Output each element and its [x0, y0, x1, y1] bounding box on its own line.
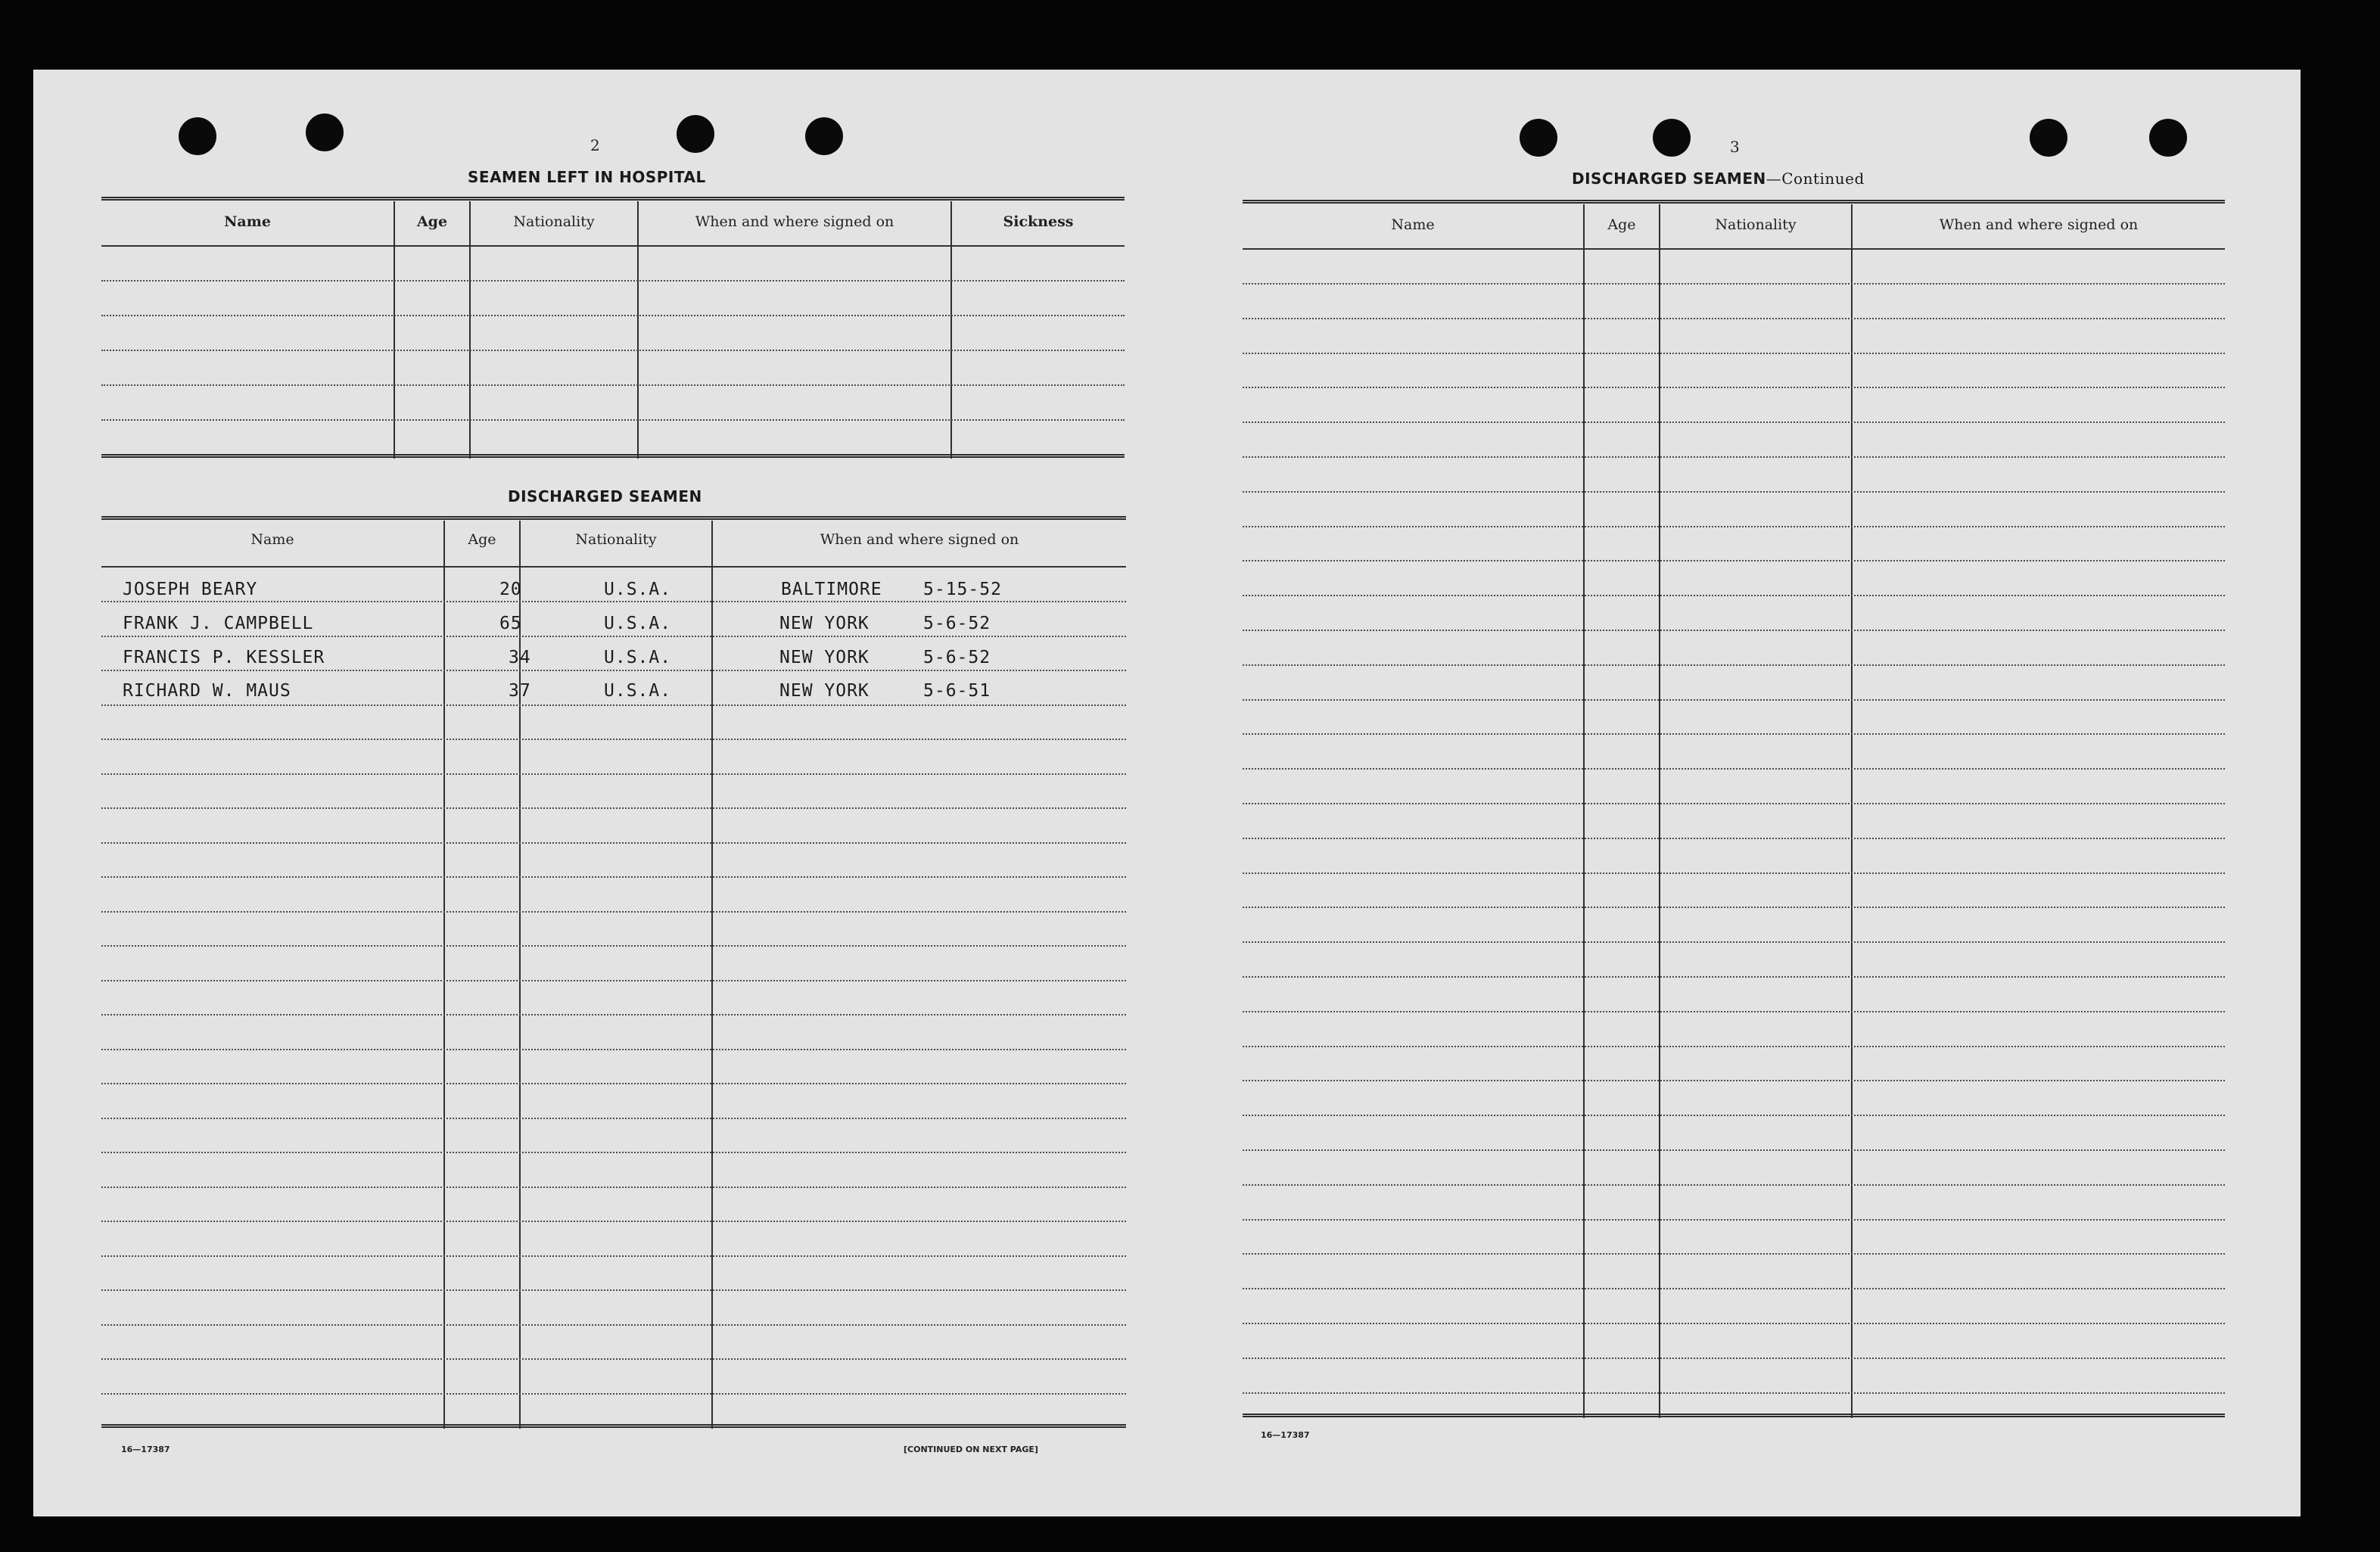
ruled-line: [101, 1289, 1126, 1291]
signed-on-date: 5-6-51: [923, 681, 991, 701]
ruled-line: [1243, 283, 2225, 285]
ruled-line: [1243, 421, 2225, 423]
form-number: 16—17387: [121, 1445, 170, 1454]
seaman-name: JOSEPH BEARY: [123, 580, 258, 599]
ruled-line: [1243, 353, 2225, 354]
ruled-line: [1243, 1288, 2225, 1289]
ruled-line: [1243, 838, 2225, 839]
ruled-line: [1243, 1046, 2225, 1047]
ruled-line: [1243, 907, 2225, 908]
seaman-age: 20: [499, 580, 522, 599]
seaman-age: 34: [509, 648, 531, 667]
punch-hole: [805, 117, 843, 155]
ruled-line: [1243, 1219, 2225, 1221]
punch-hole: [677, 115, 714, 153]
discharged-section-title: DISCHARGED SEAMEN: [508, 487, 702, 505]
seaman-nationality: U.S.A.: [604, 580, 672, 599]
ruled-line: [1243, 1323, 2225, 1324]
ruled-line: [101, 670, 1126, 671]
punch-hole: [2149, 119, 2187, 157]
page-number: 3: [1730, 138, 1740, 156]
ruled-line: [1243, 872, 2225, 874]
ruled-line: [1243, 595, 2225, 596]
ruled-line: [1243, 733, 2225, 735]
ruled-line: [1243, 1011, 2225, 1012]
header-signed-on: When and where signed on: [695, 213, 894, 230]
punch-hole: [306, 114, 344, 151]
ruled-line: [101, 1255, 1126, 1257]
ruled-line: [1243, 1184, 2225, 1186]
punch-hole: [1653, 119, 1691, 157]
ruled-line: [101, 1083, 1126, 1084]
ruled-line: [1243, 1080, 2225, 1081]
ruled-line: [101, 1014, 1126, 1015]
seaman-nationality: U.S.A.: [604, 648, 672, 667]
hospital-section-title: SEAMEN LEFT IN HOSPITAL: [468, 168, 706, 186]
punch-hole: [1520, 119, 1557, 157]
punch-hole: [179, 117, 216, 155]
ruled-line: [1243, 699, 2225, 701]
discharged-continued-title: [1572, 170, 1865, 188]
ruled-line: [1243, 560, 2225, 561]
ruled-line: [101, 636, 1126, 637]
header-signed-on: When and where signed on: [1939, 216, 2139, 233]
seaman-name: FRANCIS P. KESSLER: [123, 648, 325, 667]
header-age: Age: [416, 213, 448, 230]
ruled-line: [1243, 976, 2225, 978]
discharged-continued-table: [1243, 200, 2225, 1420]
ruled-line: [1243, 318, 2225, 319]
form-number: 16—17387: [1261, 1430, 1310, 1440]
ruled-line: [101, 807, 1126, 809]
header-sickness: Sickness: [1003, 213, 1074, 230]
seaman-age: 37: [509, 681, 531, 701]
ruled-line: [101, 601, 1126, 602]
hospital-table: [101, 197, 1125, 463]
ruled-line: [1243, 803, 2225, 804]
seaman-nationality: U.S.A.: [604, 614, 672, 633]
punch-hole: [2030, 119, 2067, 157]
ruled-line: [1243, 387, 2225, 388]
header-nationality: Nationality: [513, 213, 595, 230]
manifest-sheet: [33, 70, 2301, 1516]
seaman-name: FRANK J. CAMPBELL: [123, 614, 314, 633]
header-nationality: Nationality: [575, 531, 657, 548]
ruled-line: [101, 1049, 1126, 1050]
ruled-line: [1243, 1392, 2225, 1394]
ruled-line: [101, 773, 1126, 775]
header-name: Name: [250, 531, 294, 548]
ruled-line: [101, 876, 1126, 878]
title-main: DISCHARGED SEAMEN: [1572, 170, 1766, 188]
ruled-line: [1243, 664, 2225, 666]
ruled-line: [1243, 1358, 2225, 1359]
header-name: Name: [224, 213, 271, 230]
seaman-age: 65: [499, 614, 522, 633]
ruled-line: [1243, 768, 2225, 770]
right-page: [1167, 70, 2301, 1516]
header-signed-on: When and where signed on: [820, 531, 1019, 548]
ruled-line: [101, 1187, 1126, 1188]
ruled-line: [1243, 630, 2225, 631]
ruled-line: [101, 1221, 1126, 1222]
ruled-line: [1243, 1149, 2225, 1151]
continued-note: [CONTINUED ON NEXT PAGE]: [904, 1445, 1038, 1454]
ruled-line: [101, 1358, 1126, 1360]
ruled-line: [1243, 526, 2225, 527]
header-name: Name: [1391, 216, 1435, 233]
title-continued: —Continued: [1766, 170, 1865, 188]
ruled-line: [101, 1118, 1126, 1119]
ruled-line: [1243, 1115, 2225, 1116]
header-age: Age: [468, 531, 496, 548]
ruled-line: [101, 911, 1126, 913]
ruled-line: [101, 980, 1126, 981]
ruled-line: [1243, 1253, 2225, 1255]
seaman-name: RICHARD W. MAUS: [123, 681, 291, 701]
signed-on-date: 5-15-52: [923, 580, 1002, 599]
header-nationality: Nationality: [1715, 216, 1797, 233]
signed-on-date: 5-6-52: [923, 648, 991, 667]
signed-on-date: 5-6-52: [923, 614, 991, 633]
ruled-line: [1243, 941, 2225, 943]
ruled-line: [1243, 491, 2225, 493]
ruled-line: [1243, 456, 2225, 458]
header-age: Age: [1607, 216, 1636, 233]
ruled-line: [101, 1393, 1126, 1395]
ruled-line: [101, 1152, 1126, 1153]
signed-on-place: NEW YORK: [779, 648, 870, 667]
ruled-line: [101, 842, 1126, 844]
ruled-line: [101, 704, 1126, 706]
ruled-line: [101, 945, 1126, 947]
ruled-line: [101, 739, 1126, 740]
discharged-table: [101, 516, 1126, 1432]
left-page: [33, 70, 1167, 1516]
ruled-line: [101, 1324, 1126, 1326]
signed-on-place: NEW YORK: [779, 681, 870, 701]
signed-on-place: NEW YORK: [779, 614, 870, 633]
seaman-nationality: U.S.A.: [604, 681, 672, 701]
page-number: 2: [590, 136, 600, 154]
signed-on-place: BALTIMORE: [781, 580, 882, 599]
